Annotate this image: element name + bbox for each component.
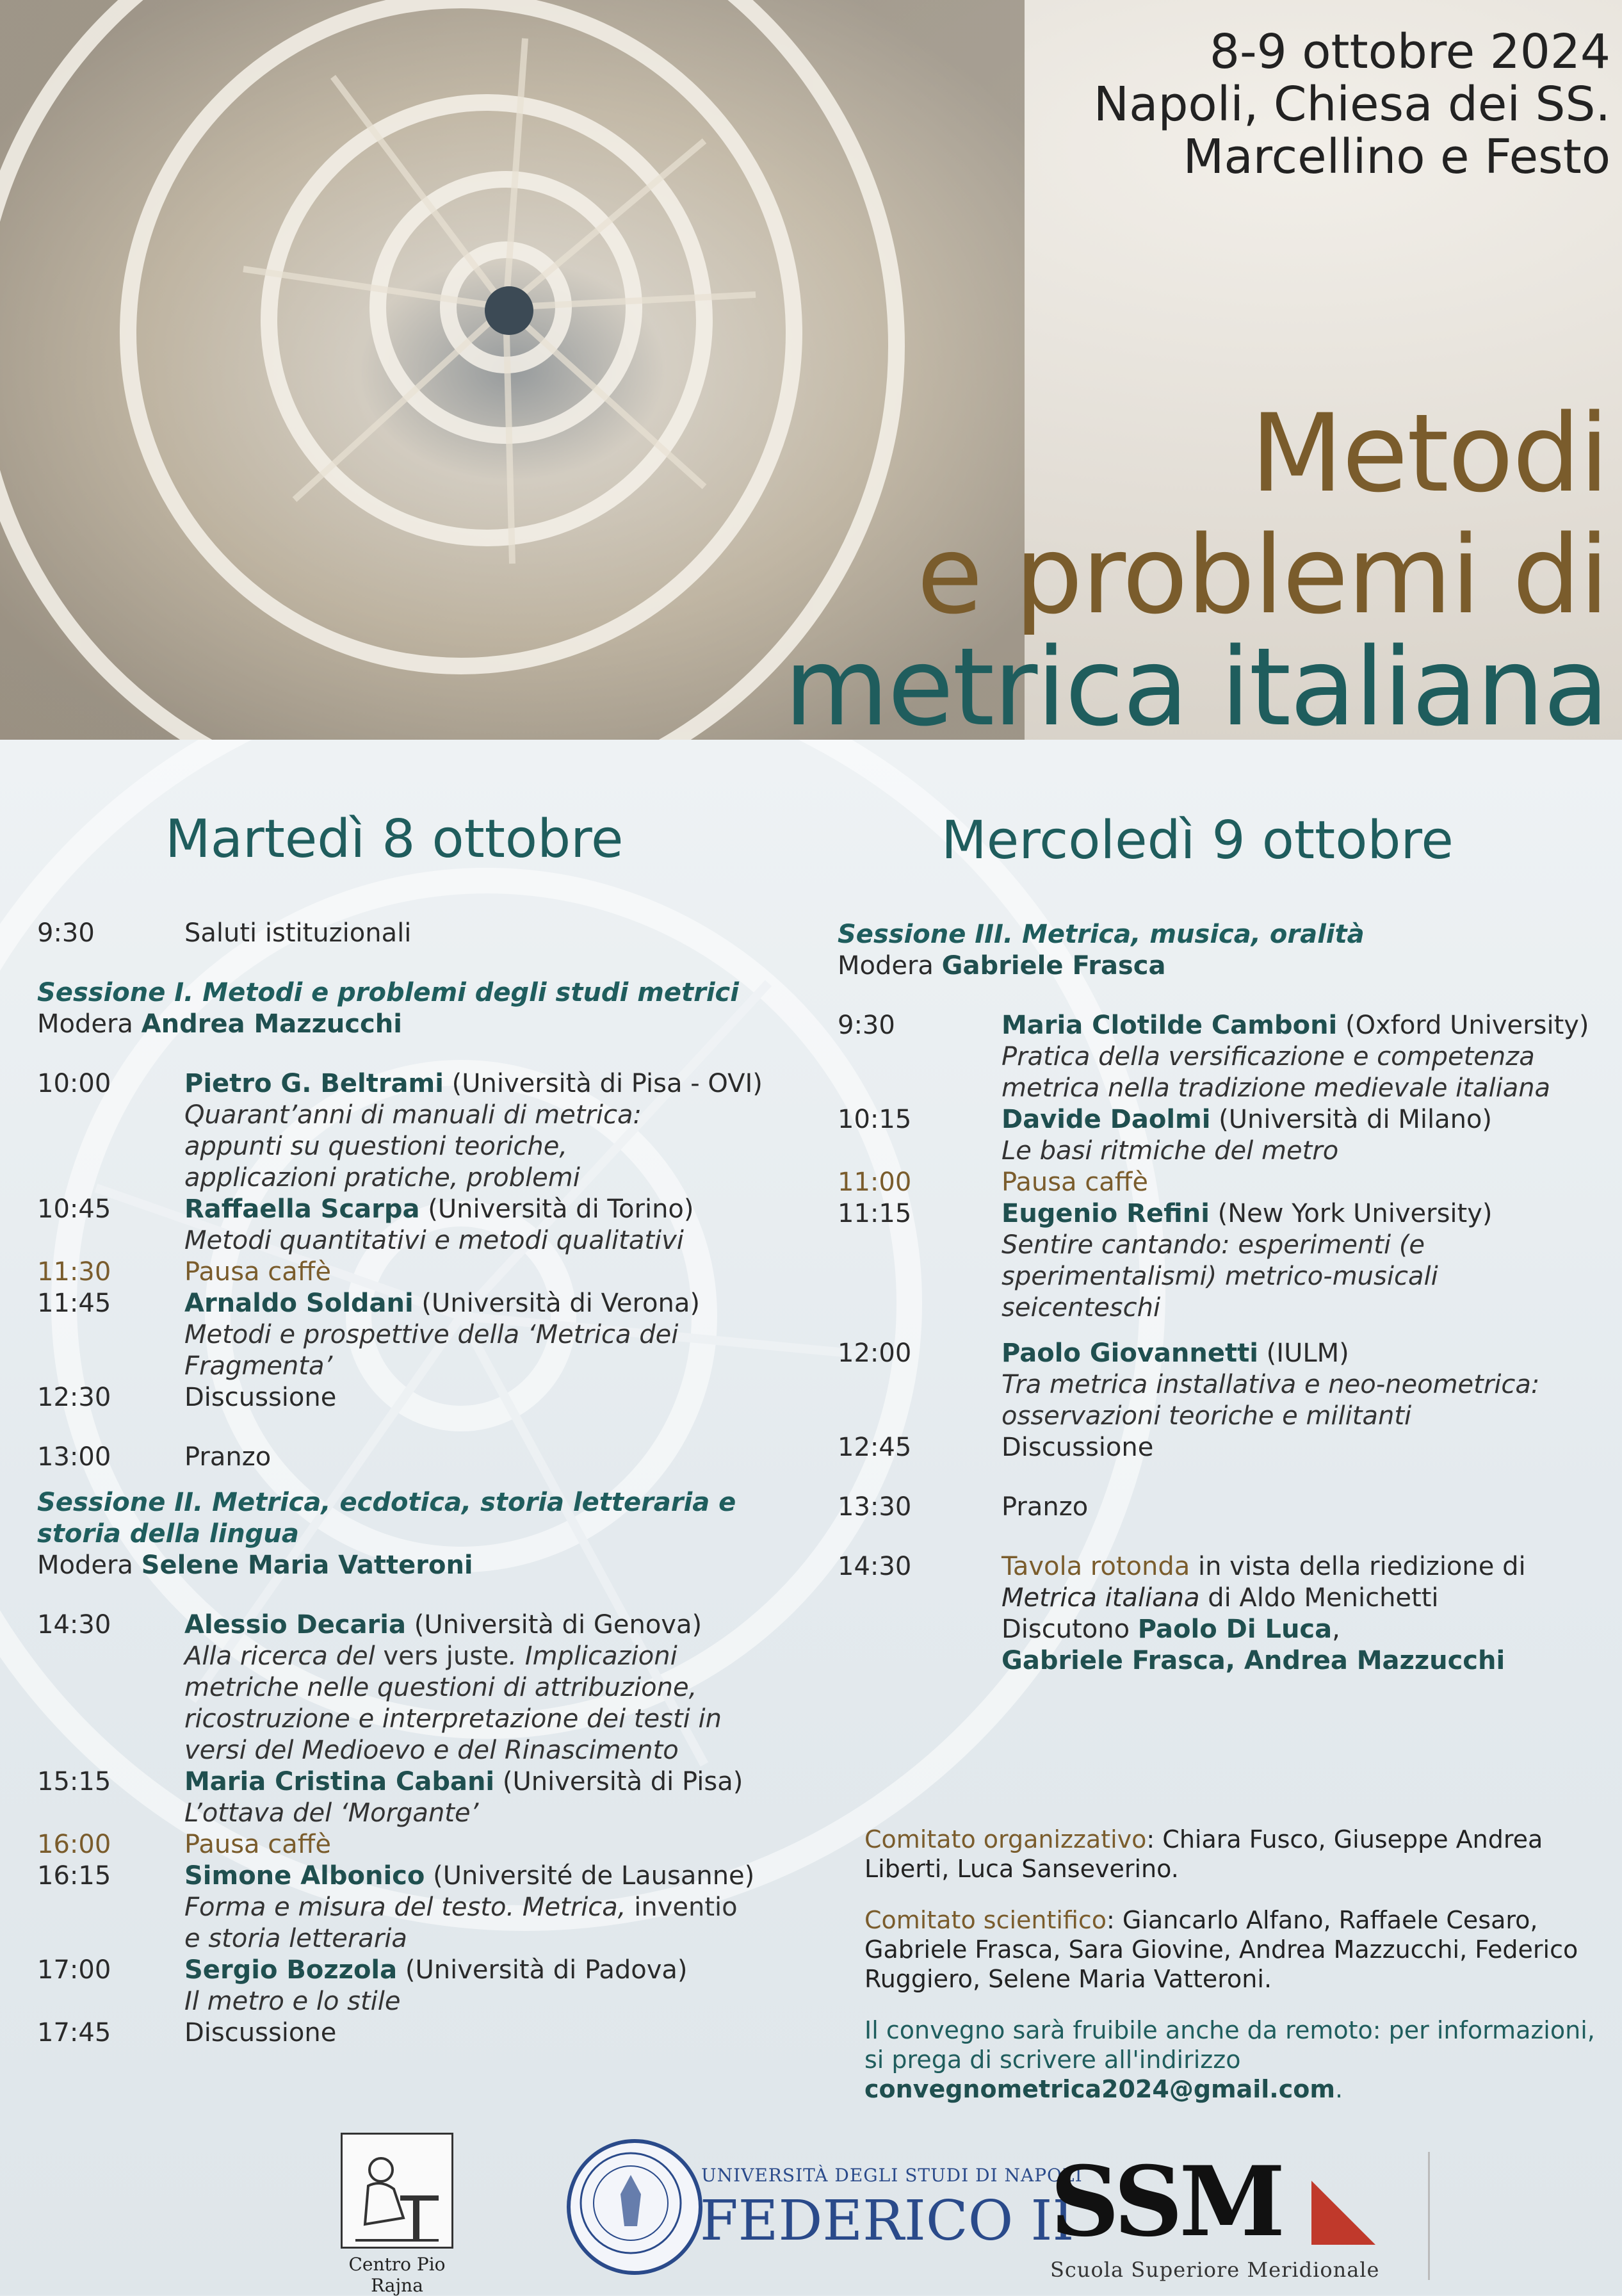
university-seal-icon	[567, 2139, 702, 2275]
event-date-place	[1094, 26, 1610, 183]
session-1-chair: Modera Andrea Mazzucchi	[37, 1009, 402, 1039]
program-row: 13:00 Pranzo	[37, 1442, 272, 1472]
program-row: 12:45 Discussione	[838, 1433, 1154, 1462]
speaker-name: Pietro G. Beltrami	[184, 1069, 444, 1098]
speaker-name: Maria Clotilde Camboni	[1002, 1011, 1338, 1040]
program-row: 14:30 Alessio Decaria (Università di Genova) Alla ricerca del vers juste. Implicazioni metriche nelle questioni di attribuzione, ricostruzione e interpretazione dei testi in versi del Medioevo e del Rinascimento	[37, 1609, 831, 1766]
talk-title: Tra metrica installativa e neo-neometrica:	[1002, 1370, 1540, 1399]
scientific-committee: Comitato scientifico: Giancarlo Alfano, Raffaele Cesaro, Gabriele Frasca, Sara Giovine, Andrea Mazzucchi, Federico Ruggiero, Selene Maria Vatteroni.	[864, 1906, 1578, 1993]
remote-note: Il convegno sarà fruibile anche da remoto: per informazioni, si prega di scrivere all'indirizzo convegnometrica2024@gmail.com.	[864, 2016, 1595, 2103]
program-row-break: 11:00 Pausa caffè	[838, 1168, 1148, 1197]
program-row	[37, 918, 831, 949]
day2-title: Mercoledì 9 ottobre	[941, 810, 1454, 871]
program-row: 15:15 Maria Cristina Cabani (Università di Pisa) L’ottava del ‘Morgante’	[37, 1766, 831, 1829]
speaker-name: Arnaldo Soldani	[184, 1289, 414, 1318]
federico-top-text: UNIVERSITÀ DEGLI STUDI DI NAPOLI	[701, 2165, 1083, 2186]
speaker-name: Simone Albonico	[184, 1861, 425, 1891]
program-row-break: 11:30 Pausa caffè	[37, 1257, 331, 1287]
program-row: 11:15 Eugenio Refini (New York University) Sentire cantando: esperimenti (e sperimentalismi) metrico-musicali seicenteschi	[838, 1198, 1612, 1324]
session-3-title: Sessione III. Metrica, musica, oralità	[838, 920, 1365, 949]
sponsor-logos	[0, 2126, 1622, 2295]
program-row: 9:30 Maria Clotilde Camboni (Oxford University) Pratica della versificazione e competenza metrica nella tradizione medievale italiana	[838, 1010, 1612, 1104]
contact-email-link[interactable]: convegnometrica2024@gmail.com	[864, 2075, 1335, 2103]
program-row: 10:00 Pietro G. Beltrami (Università di Pisa - OVI) Quarant’anni di manuali di metrica: appunti su questioni teoriche, applicazioni pratiche, problemi	[37, 1068, 831, 1194]
program-row-break: 16:00 Pausa caffè	[37, 1830, 331, 1859]
talk-title: Pratica della versificazione e competenza	[1002, 1042, 1535, 1071]
committee-info	[864, 1825, 1601, 2126]
program-area	[0, 740, 1622, 2295]
logo-divider	[1428, 2152, 1430, 2280]
speaker-name: Sergio Bozzola	[184, 1955, 398, 1985]
talk-title: Metodi e prospettive della ‘Metrica dei	[184, 1320, 679, 1349]
program-row: 17:45 Discussione	[37, 2018, 337, 2048]
speaker-name: Eugenio Refini	[1002, 1199, 1210, 1228]
ssm-subtitle: Scuola Superiore Meridionale	[1050, 2258, 1380, 2282]
program-row-round-table: 14:30 Tavola rotonda in vista della riedizione di Metrica italiana di Aldo Menichetti Discutono Paolo Di Luca, Gabriele Frasca, Andrea Mazzucchi	[838, 1552, 1526, 1675]
ssm-letters: SSM	[1050, 2145, 1282, 2258]
program-row: 11:45 Arnaldo Soldani (Università di Verona) Metodi e prospettive della ‘Metrica dei Fragmenta’	[37, 1288, 831, 1382]
talk-title: Le basi ritmiche del metro	[1002, 1136, 1339, 1166]
federico-main-text: FEDERICO II	[700, 2189, 1075, 2253]
time: 9:30	[37, 918, 95, 948]
title-line-2: e problemi di	[916, 512, 1608, 638]
program-row: 16:15 Simone Albonico (Université de Lausanne) Forma e misura del testo. Metrica, inventio e storia letteraria	[37, 1860, 831, 1955]
speaker-name: Davide Daolmi	[1002, 1105, 1211, 1134]
scribe-engraving-icon	[341, 2133, 453, 2249]
session-1-title: Sessione I. Metodi e problemi degli studi metrici	[37, 978, 739, 1007]
talk-title: Il metro e lo stile	[184, 1987, 401, 2016]
speaker-name: Raffaella Scarpa	[184, 1194, 420, 1224]
day1-program	[37, 918, 831, 2049]
title-line-1: Metodi	[1250, 391, 1608, 516]
speaker-name: Maria Cristina Cabani	[184, 1767, 495, 1796]
event-place-line1: Napoli, Chiesa dei SS.	[1093, 77, 1610, 132]
talk-title: Sentire cantando: esperimenti (e	[1002, 1230, 1425, 1260]
program-row: 17:00 Sergio Bozzola (Università di Padova) Il metro e lo stile	[37, 1955, 831, 2017]
day1-title: Martedì 8 ottobre	[165, 809, 624, 870]
session-2-title: Sessione II. Metrica, ecdotica, storia letteraria e storia della lingua	[37, 1488, 736, 1549]
ssm-red-triangle-icon	[1311, 2181, 1375, 2245]
organizing-committee: Comitato organizzativo: Chiara Fusco, Giuseppe Andrea Liberti, Luca Sanseverino.	[864, 1825, 1543, 1883]
event-place-line2: Marcellino e Festo	[1183, 129, 1610, 184]
program-row: 12:30 Discussione	[37, 1383, 337, 1412]
day2-program	[838, 919, 1612, 1677]
speaker-name: Alessio Decaria	[184, 1610, 406, 1640]
session-2-chair: Modera Selene Maria Vatteroni	[37, 1551, 473, 1580]
talk-title: Forma e misura del testo. Metrica, inventio	[184, 1893, 738, 1922]
talk-title: L’ottava del ‘Morgante’	[184, 1798, 479, 1828]
talk-title: Metodi quantitativi e metodi qualitativi	[184, 1226, 684, 1255]
talk-title: Quarant’anni di manuali di metrica:	[184, 1100, 642, 1130]
rajna-caption: Centro Pio Rajna	[348, 2254, 446, 2296]
speaker-name: Paolo Giovannetti	[1002, 1339, 1258, 1368]
event-date: 8-9 ottobre 2024	[1209, 24, 1610, 79]
header-banner	[0, 0, 1622, 740]
program-row: 10:45 Raffaella Scarpa (Università di Torino) Metodi quantitativi e metodi qualitativi	[37, 1194, 831, 1257]
item-text: Saluti istituzionali	[184, 918, 412, 948]
centro-pio-rajna-logo	[333, 2133, 461, 2296]
title-line-3: metrica italiana	[784, 624, 1608, 740]
program-row: 10:15 Davide Daolmi (Università di Milano) Le basi ritmiche del metro	[838, 1104, 1612, 1167]
program-row: 13:30 Pranzo	[838, 1492, 1089, 1522]
ssm-logo	[1050, 2145, 1434, 2282]
talk-title: Alla ricerca del vers juste. Implicazioni	[184, 1641, 677, 1671]
program-row: 12:00 Paolo Giovannetti (IULM) Tra metrica installativa e neo-neometrica: osservazioni teoriche e militanti	[838, 1338, 1612, 1432]
federico-ii-logo	[567, 2139, 1083, 2267]
session-3-chair: Modera Gabriele Frasca	[838, 951, 1166, 981]
